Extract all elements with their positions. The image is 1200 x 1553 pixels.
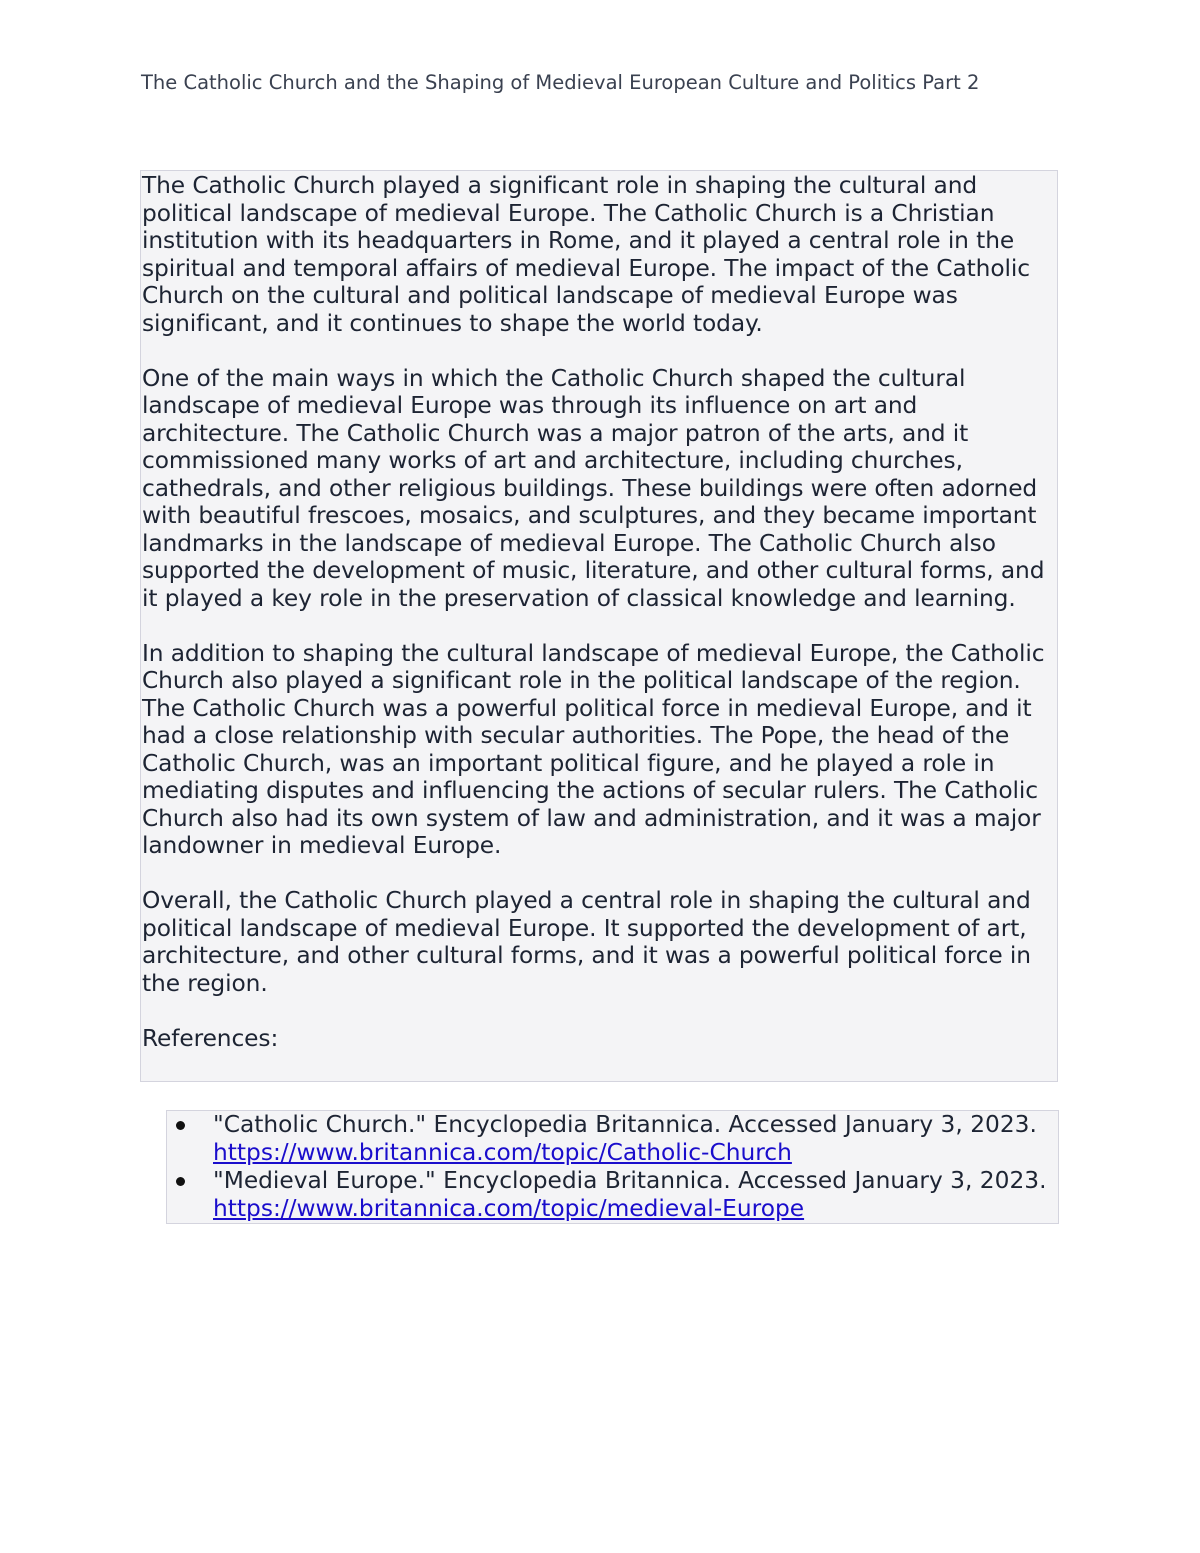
references-list (167, 1111, 1058, 1223)
reference-text: "Catholic Church." Encyclopedia Britannica. Accessed January 3, 2023. (213, 1111, 1037, 1138)
reference-item (167, 1111, 1058, 1167)
content-body (141, 171, 1057, 1052)
bullet-icon (176, 1121, 185, 1130)
paragraph-4: Overall, the Catholic Church played a central role in shaping the cultural and political landscape of medieval Europe. It supported the development of art, architecture, and other cultural forms, and it was a powerful political force in the region. (142, 887, 1031, 997)
bullet-icon (176, 1177, 185, 1186)
reference-item (167, 1167, 1058, 1223)
references-heading: References: (142, 1024, 279, 1052)
paragraph-1: The Catholic Church played a significant role in shaping the cultural and political landscape of medieval Europe. The Catholic Church is a Christian institution with its headquarters in Rome, and it played a central role in the spiritual and temporal affairs of medieval Europe. The impact of the Catholic Church on the cultural and political landscape of medieval Europe was significant, and it continues to shape the world today. (142, 172, 1030, 337)
reference-link[interactable]: https://www.britannica.com/topic/Catholic-Church (213, 1139, 792, 1166)
paragraph-2: One of the main ways in which the Catholic Church shaped the cultural landscape of medieval Europe was through its influence on art and architecture. The Catholic Church was a major patron of the arts, and it commissioned many works of art and architecture, including churches, cathedrals, and other religious buildings. These buildings were often adorned with beautiful frescoes, mosaics, and sculptures, and they became important landmarks in the landscape of medieval Europe. The Catholic Church also supported the development of music, literature, and other cultural forms, and it played a key role in the preservation of classical knowledge and learning. (142, 364, 1045, 612)
reference-text: "Medieval Europe." Encyclopedia Britannica. Accessed January 3, 2023. (213, 1167, 1047, 1194)
references-list-box (166, 1110, 1059, 1224)
reference-link[interactable]: https://www.britannica.com/topic/medieval-Europe (213, 1195, 805, 1222)
document-title: The Catholic Church and the Shaping of Medieval European Culture and Politics Part 2 (141, 71, 980, 94)
paragraph-3: In addition to shaping the cultural landscape of medieval Europe, the Catholic Church also played a significant role in the political landscape of the region. The Catholic Church was a powerful political force in medieval Europe, and it had a close relationship with secular authorities. The Pope, the head of the Catholic Church, was an important political figure, and he played a role in mediating disputes and influencing the actions of secular rulers. The Catholic Church also had its own system of law and administration, and it was a major landowner in medieval Europe. (142, 639, 1045, 859)
content-box (140, 170, 1058, 1082)
